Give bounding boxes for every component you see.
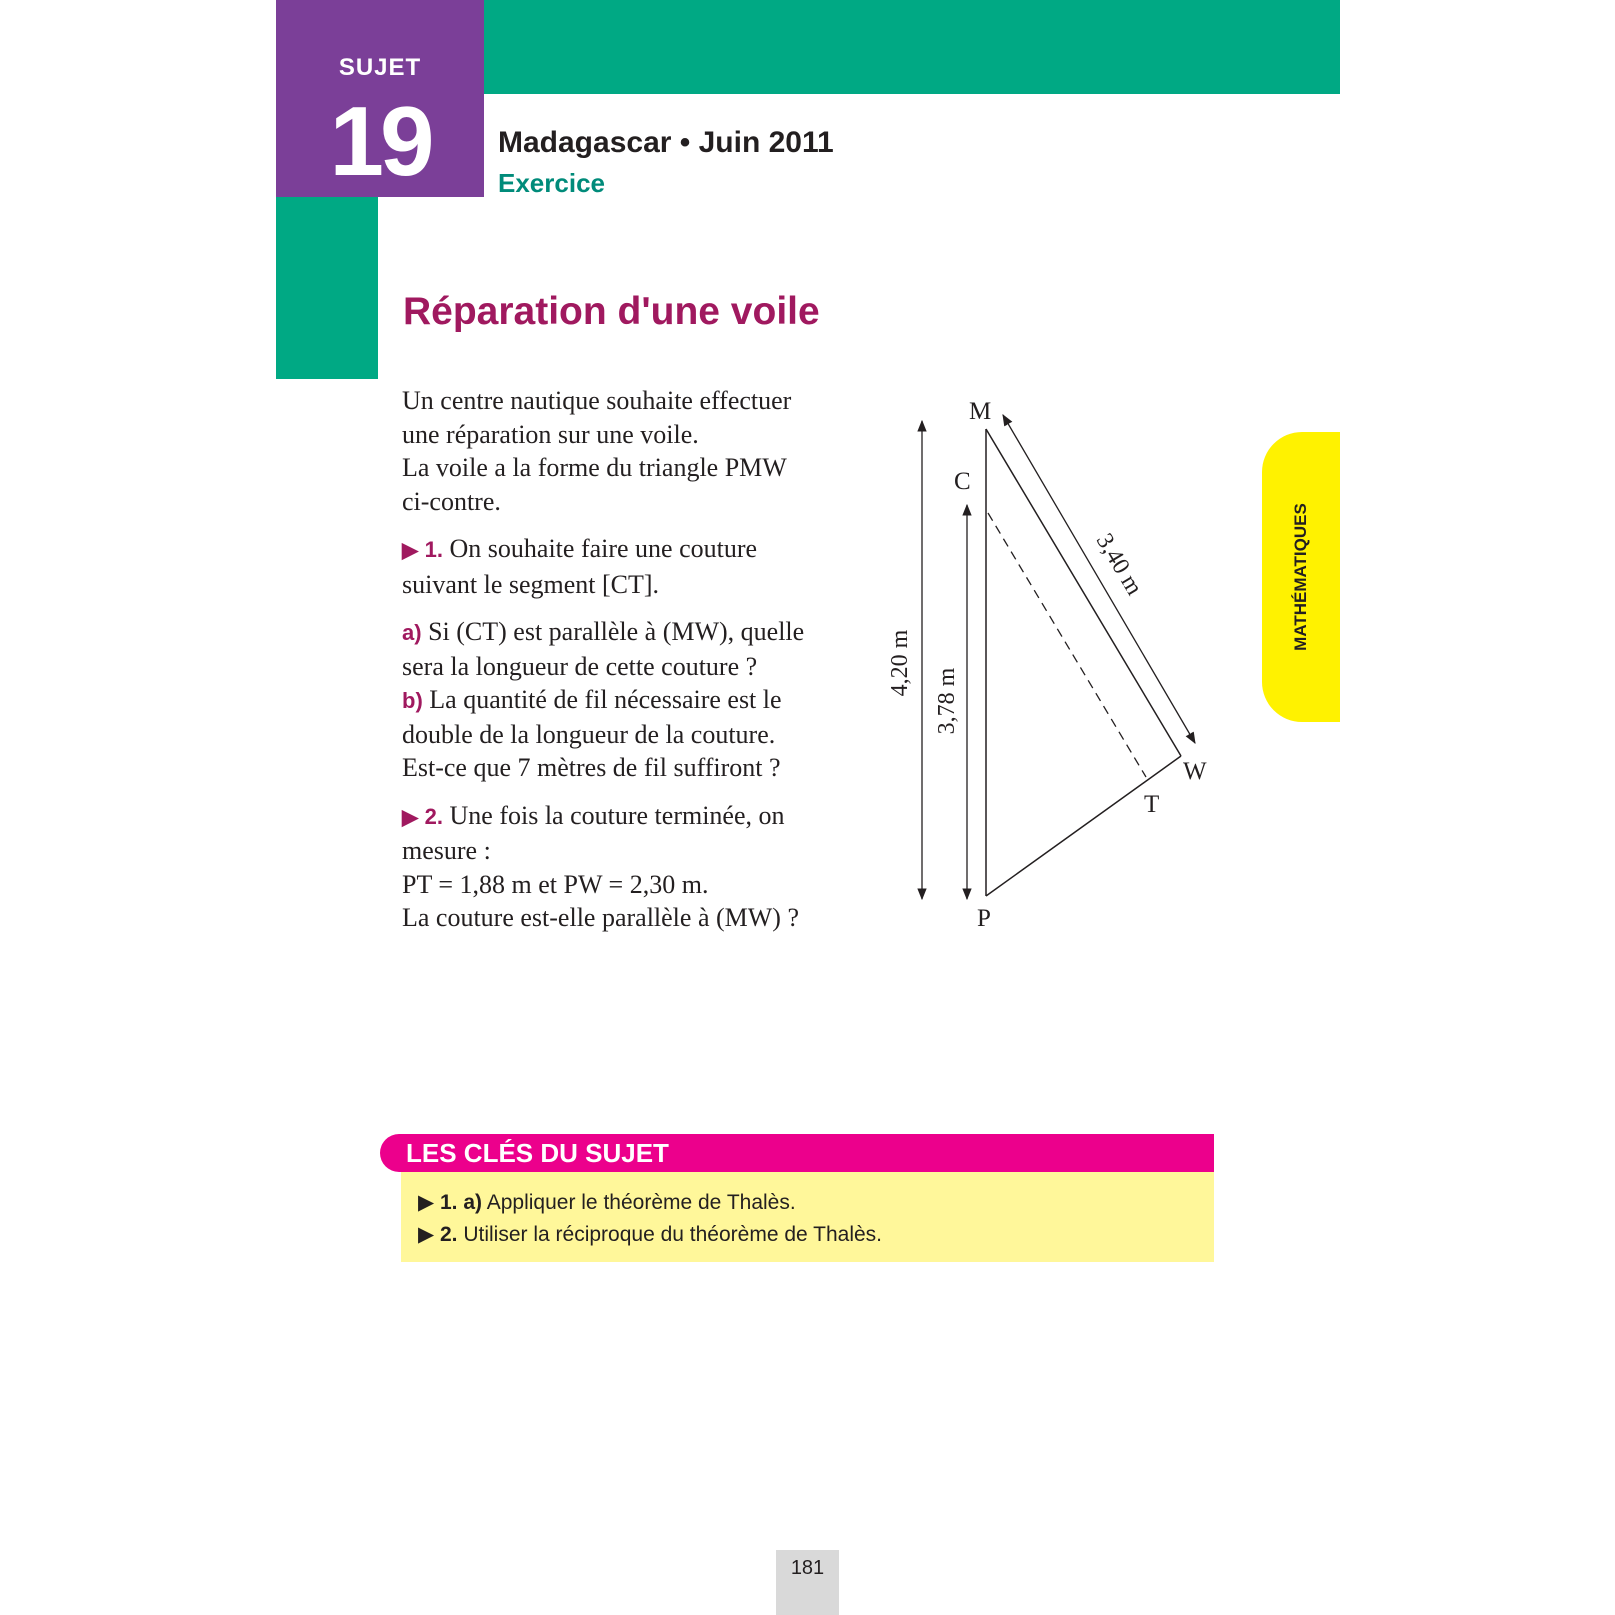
question-2-line: mesure : (402, 836, 491, 865)
key-item-label: 1. a) (440, 1191, 483, 1214)
question-1a (402, 615, 862, 650)
dimension-label-pm: 4,20 m (887, 629, 913, 697)
question-2-text: Une fois la couture terminée, on (443, 800, 785, 830)
intro-line: ci-contre. (402, 486, 501, 516)
header-green-band (484, 0, 1340, 94)
question-2-line: La couture est-elle parallèle à (MW) ? (402, 903, 799, 932)
question-1 (402, 532, 862, 568)
point-label-t: T (1144, 791, 1160, 818)
question-1b-line: double de la longueur de la couture. (402, 719, 776, 749)
key-item-text: Utiliser la réciproque du théorème de Thalès. (457, 1223, 883, 1246)
point-label-p: P (977, 905, 991, 932)
header-subtitle: Exercice (498, 168, 605, 198)
question-1-number: 1. (424, 537, 444, 562)
dimension-arrow-mw (1003, 415, 1195, 743)
question-1b-text: La quantité de fil nécessaire est le (422, 685, 782, 714)
keys-body (401, 1172, 1214, 1262)
question-2 (402, 799, 862, 835)
subject-side-tab-label: MATHÉMATIQUES (1291, 503, 1310, 651)
point-label-w: W (1183, 758, 1207, 785)
intro-line: Un centre nautique souhaite effectuer (402, 386, 792, 415)
question-2-number: 2. (424, 803, 444, 829)
question-1b-label: b) (402, 688, 423, 713)
side-mw (986, 429, 1181, 756)
page-number: 181 (790, 1557, 825, 1579)
dimension-label-pc: 3,78 m (934, 667, 960, 735)
header-title: Madagascar • Juin 2011 (498, 126, 834, 159)
intro-line: La voile a la forme du triangle PMW (402, 453, 787, 482)
key-item (418, 1190, 796, 1215)
triangle-marker-icon: ▶ (418, 1191, 435, 1214)
key-item-text: Appliquer le théorème de Thalès. (482, 1191, 796, 1214)
dimension-label-mw: 3,40 m (1090, 529, 1148, 600)
triangle-marker-icon: ▶ (418, 1223, 435, 1246)
point-label-c: C (954, 468, 971, 495)
exercise-text (402, 384, 862, 935)
subject-label: SUJET (338, 54, 422, 81)
exercise-title: Réparation d'une voile (403, 290, 820, 333)
side-green-block (276, 197, 378, 379)
point-label-m: M (969, 398, 992, 425)
question-1b-line: Est-ce que 7 mètres de fil suffiront ? (402, 753, 781, 782)
side-wp (986, 756, 1181, 896)
question-1-line: suivant le segment [CT]. (402, 569, 660, 599)
triangle-marker-icon: ▶ (402, 805, 419, 829)
question-1a-label: a) (402, 620, 422, 645)
subject-number: 19 (329, 86, 431, 196)
sail-triangle-figure (870, 385, 1230, 945)
question-1b (402, 683, 862, 718)
key-item (418, 1222, 882, 1247)
key-item-label: 2. (440, 1223, 458, 1246)
subject-side-tab-label-wrap (1262, 432, 1340, 722)
question-1a-text: Si (CT) est parallèle à (MW), quelle (421, 617, 805, 646)
question-1a-line: sera la longueur de cette couture ? (402, 651, 758, 681)
question-1-text: On souhaite faire une couture (443, 534, 758, 563)
intro-line: une réparation sur une voile. (402, 419, 699, 449)
triangle-marker-icon: ▶ (402, 539, 419, 562)
question-2-line: PT = 1,88 m et PW = 2,30 m. (402, 869, 709, 899)
keys-title: LES CLÉS DU SUJET (406, 1138, 669, 1168)
